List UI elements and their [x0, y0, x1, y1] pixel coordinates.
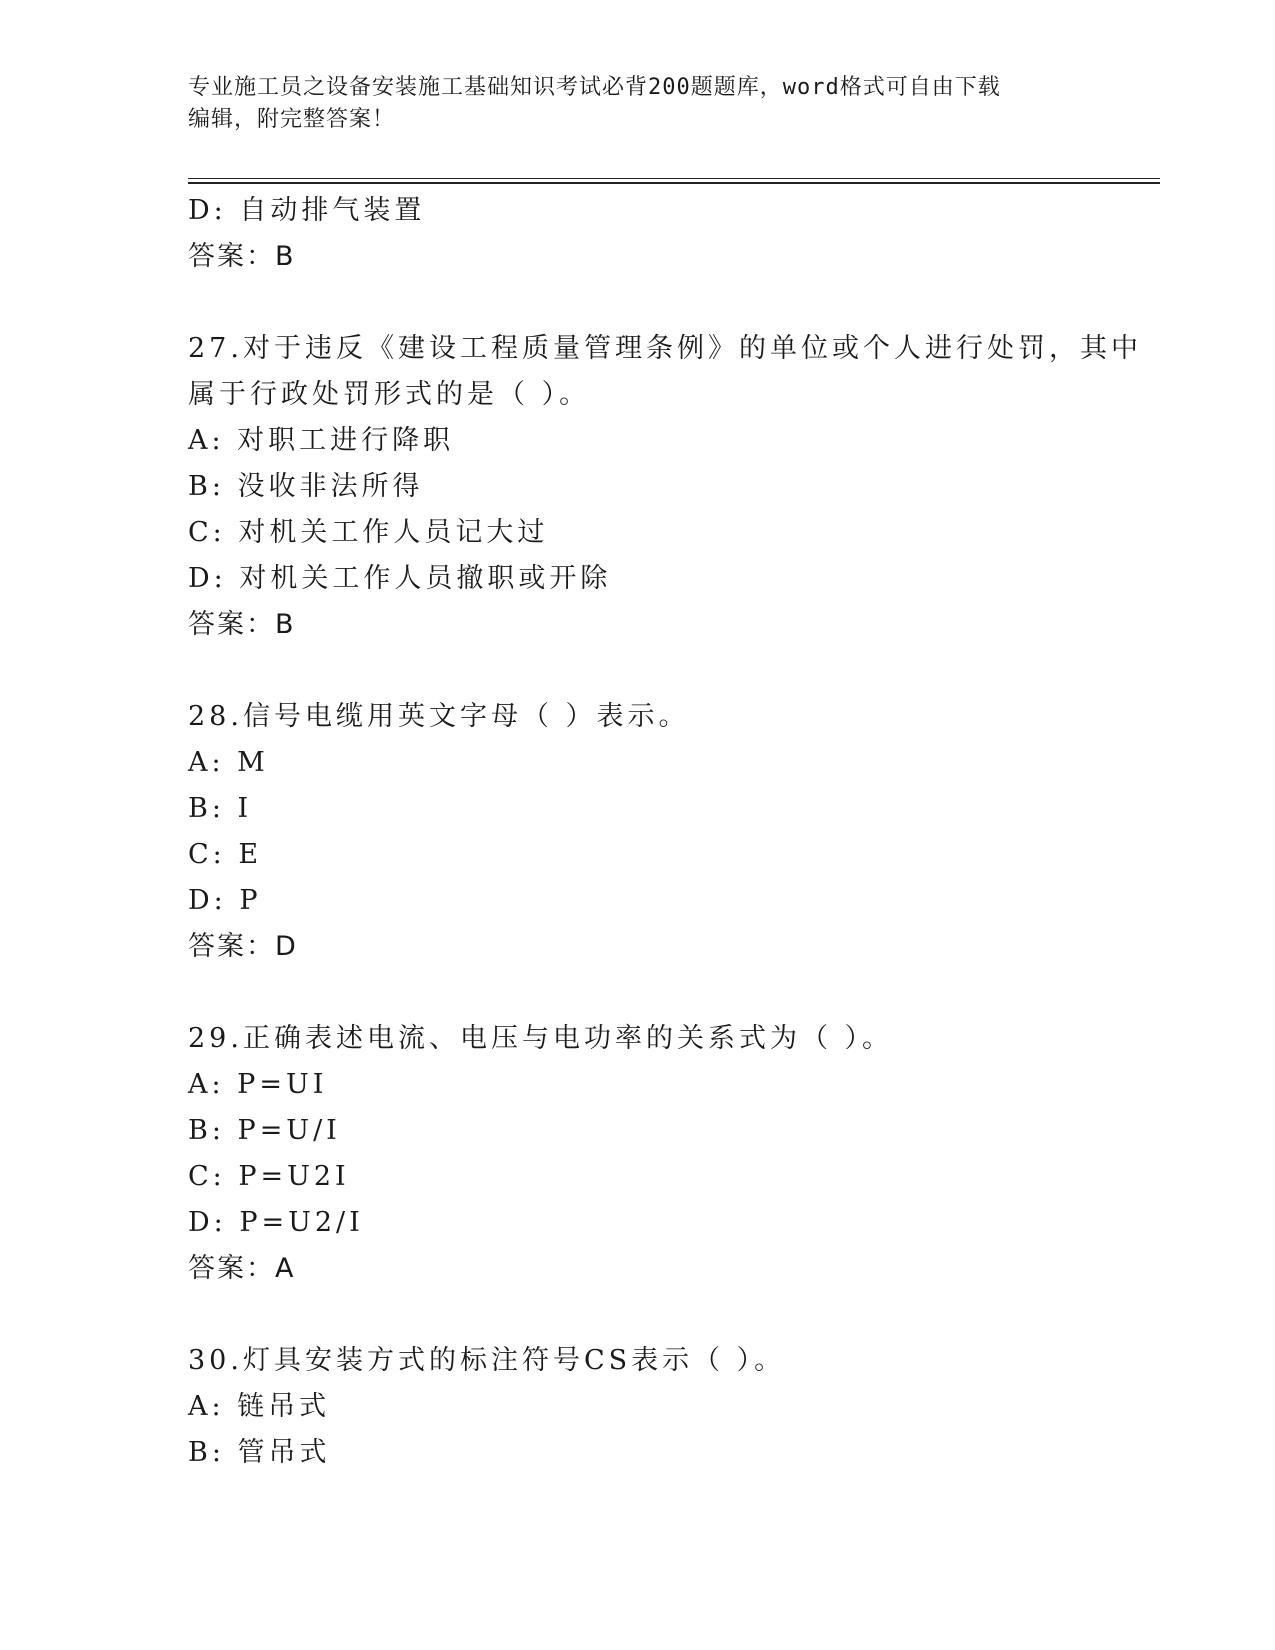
question-28 [188, 694, 1148, 970]
option-c: C: 对机关工作人员记大过 [188, 517, 549, 548]
document-header [188, 72, 1088, 136]
question-stem: 29.正确表述电流、电压与电功率的关系式为（ ）。 [188, 1023, 894, 1054]
question-stem-continued: 属于行政处罚形式的是（ ）。 [188, 379, 591, 410]
spacer [188, 648, 1148, 694]
header-divider-thin [188, 178, 1160, 179]
question-30 [188, 1338, 1148, 1476]
answer-line: 答案：D [188, 931, 298, 962]
option-a: A: P=UI [188, 1069, 328, 1100]
question-list [188, 188, 1148, 1476]
option-d: D: 自动排气装置 [188, 195, 426, 226]
option-d: D: P=U2/I [188, 1207, 364, 1238]
option-d: D: P [188, 885, 262, 916]
answer-line: 答案：B [188, 241, 296, 272]
header-line-1: 专业施工员之设备安装施工基础知识考试必背200题题库，word格式可自由下载 [188, 75, 1001, 100]
question-stem: 27.对于违反《建设工程质量管理条例》的单位或个人进行处罚，其中 [188, 333, 1142, 364]
option-b: B: 没收非法所得 [188, 471, 424, 502]
question-29 [188, 1016, 1148, 1292]
option-a: A: 对职工进行降职 [188, 425, 455, 456]
spacer [188, 1292, 1148, 1338]
option-b: B: P=U/I [188, 1115, 341, 1146]
answer-line: 答案：B [188, 609, 296, 640]
question-stem: 28.信号电缆用英文字母（ ）表示。 [188, 701, 690, 732]
answer-line: 答案：A [188, 1253, 296, 1284]
header-line-2: 编辑，附完整答案！ [188, 107, 396, 132]
spacer [188, 280, 1148, 326]
question-stem: 30.灯具安装方式的标注符号CS表示（ ）。 [188, 1345, 786, 1376]
option-b: B: 管吊式 [188, 1437, 331, 1468]
option-c: C: E [188, 839, 263, 870]
option-a: A: 链吊式 [188, 1391, 331, 1422]
header-divider-thick [188, 182, 1160, 184]
option-d: D: 对机关工作人员撤职或开除 [188, 563, 612, 594]
spacer [188, 970, 1148, 1016]
option-c: C: P=U2I [188, 1161, 350, 1192]
option-b: B: I [188, 793, 253, 824]
option-a: A: M [188, 747, 269, 778]
question-27 [188, 326, 1148, 648]
